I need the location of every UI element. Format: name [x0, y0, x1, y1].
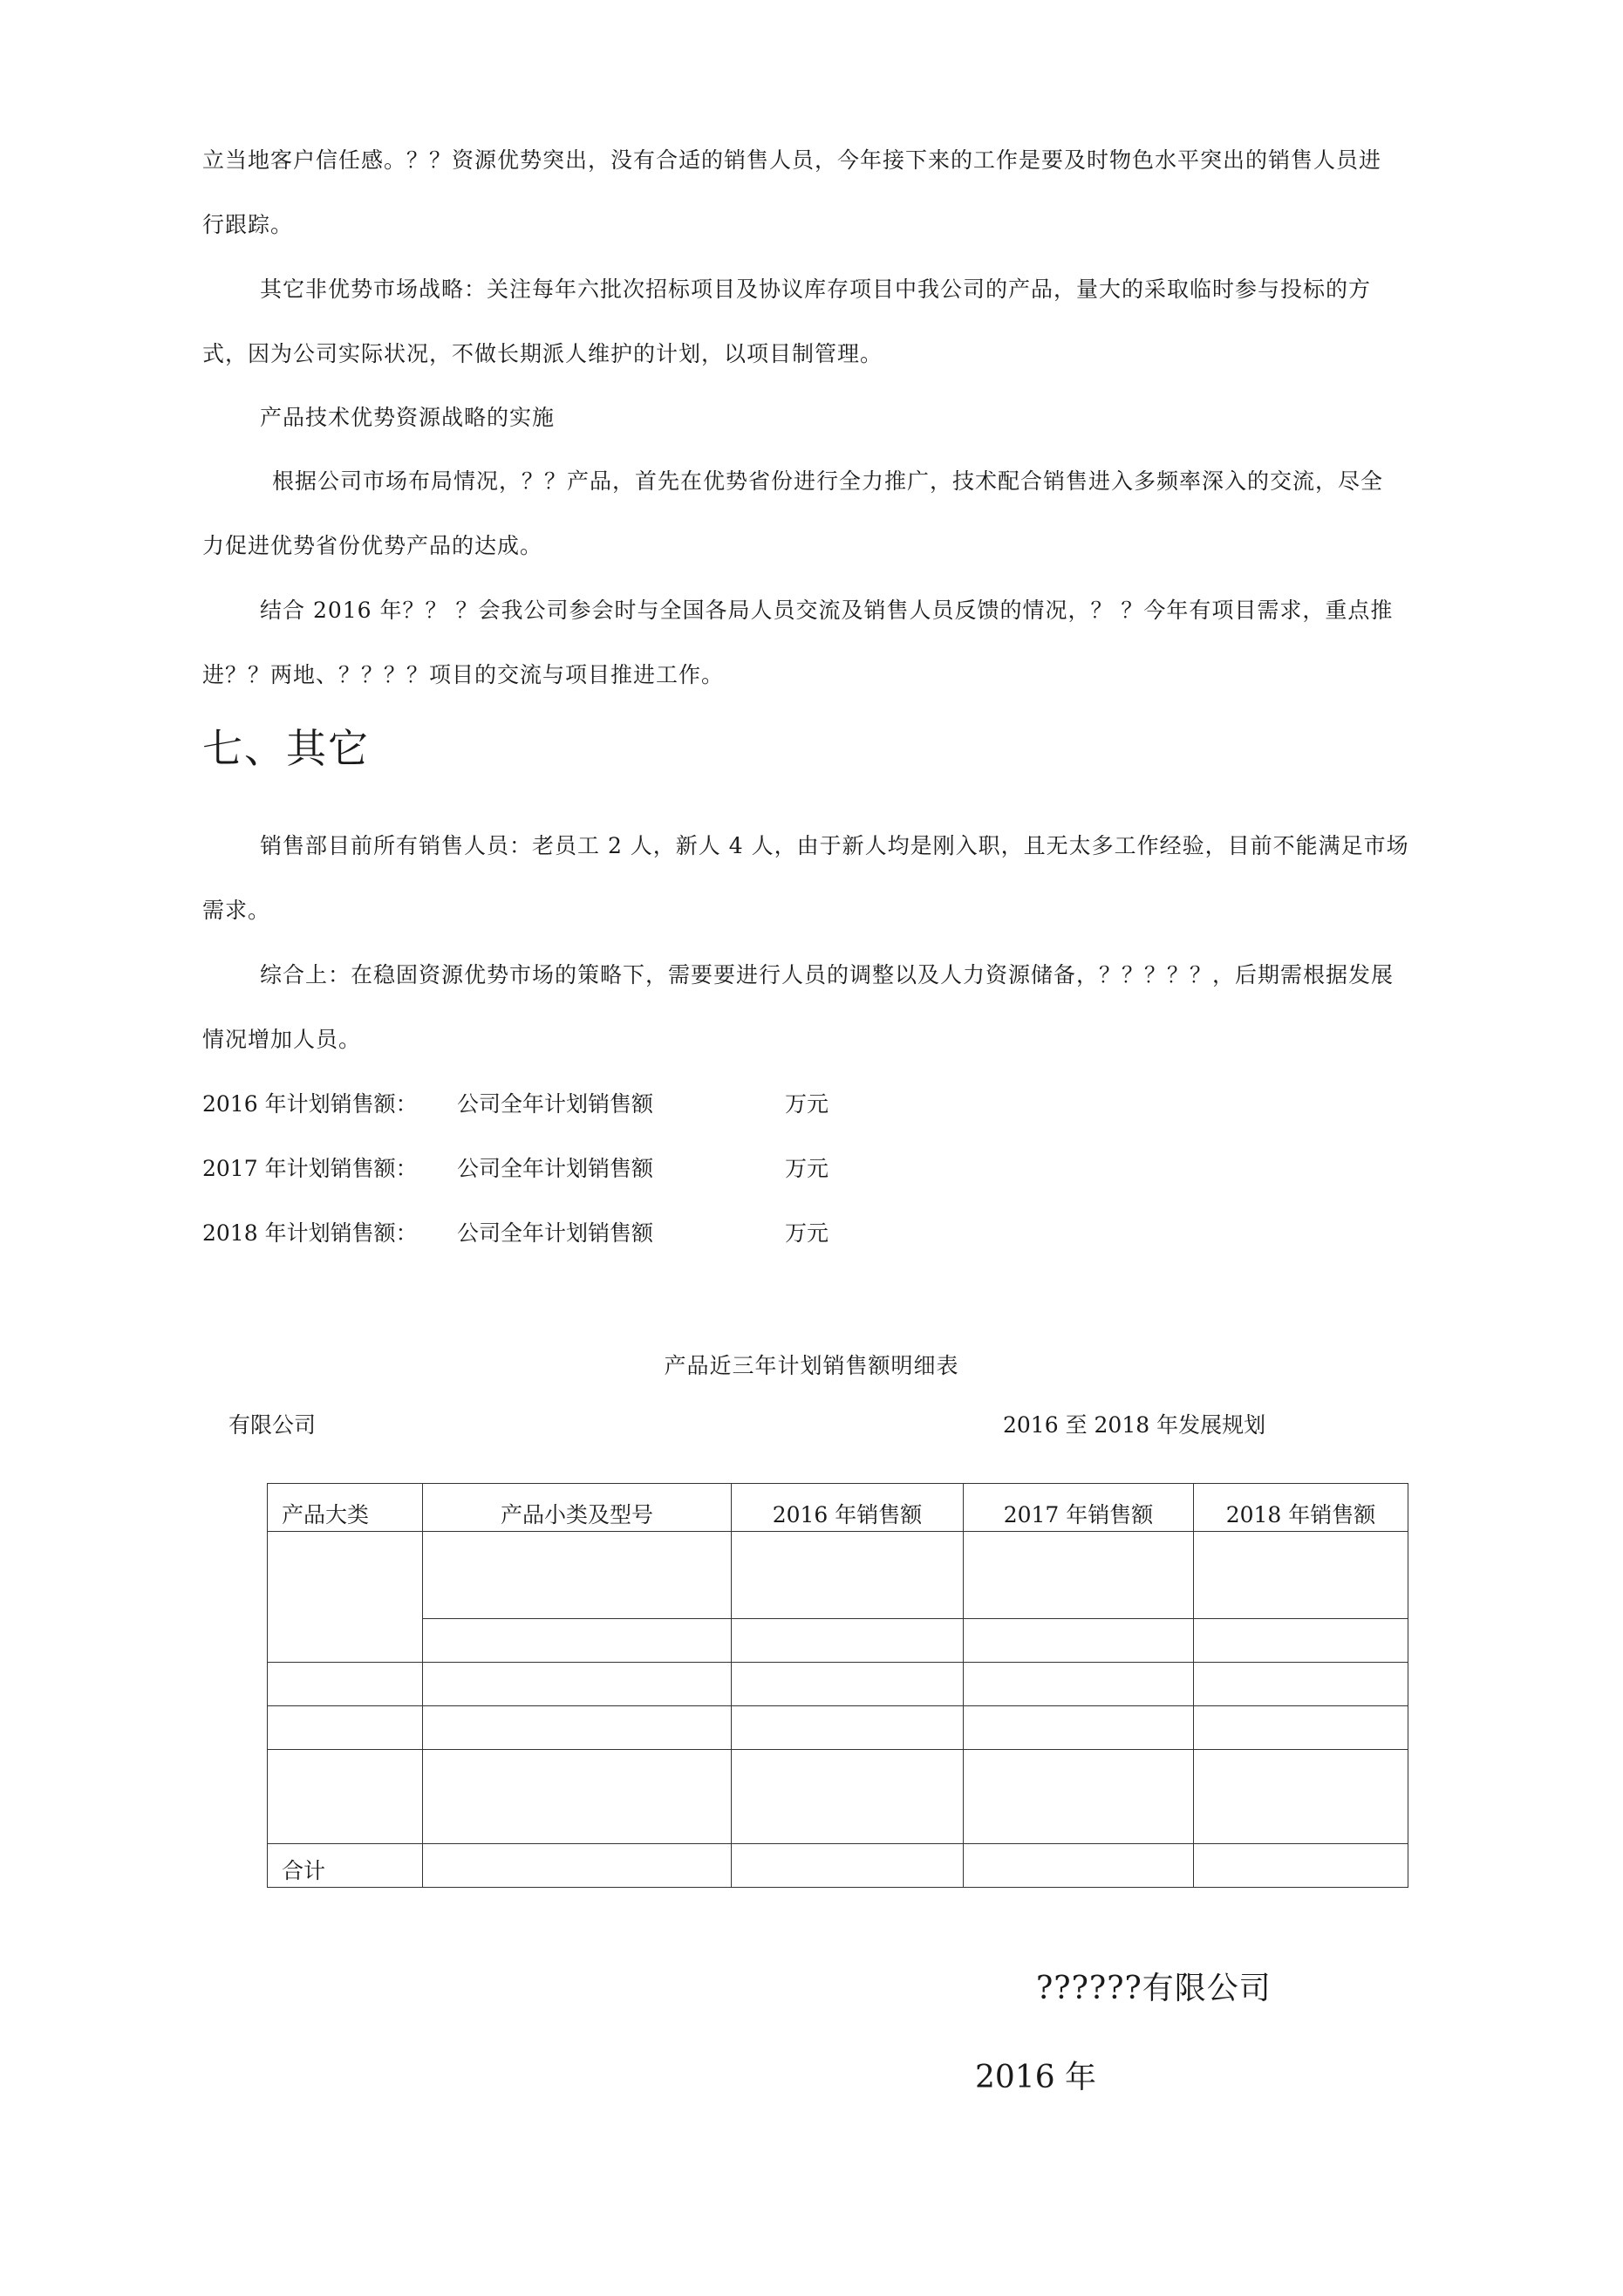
table-row: [268, 1532, 1408, 1619]
table-cell: [1194, 1750, 1408, 1844]
paragraph-line: 式，因为公司实际状况，不做长期派人维护的计划，以项目制管理。: [202, 341, 883, 366]
table-cell: [964, 1844, 1194, 1888]
plan-unit: 万元: [785, 1156, 829, 1181]
table-cell: [268, 1663, 423, 1706]
subheading: 产品技术优势资源战略的实施: [260, 405, 556, 430]
table-cell: [732, 1663, 964, 1706]
header-2018: 2018 年销售额: [1194, 1484, 1408, 1532]
paragraph-line: 需求。: [202, 898, 271, 923]
table-row: [268, 1750, 1408, 1844]
table-cell: [964, 1532, 1194, 1619]
paragraph-line: 情况增加人员。: [202, 1027, 362, 1052]
table-cell: [1194, 1706, 1408, 1750]
paragraph-line: 力促进优势省份优势产品的达成。: [202, 533, 543, 558]
paragraph-line: 行跟踪。: [202, 212, 294, 237]
plan-label: 2016 年计划销售额：: [202, 1091, 418, 1117]
table-cell: [732, 1532, 964, 1619]
plan-label: 2018 年计划销售额：: [202, 1220, 418, 1246]
plan-desc: 公司全年计划销售额: [457, 1156, 654, 1181]
table-cell: [1194, 1532, 1408, 1619]
table-total-row: [268, 1844, 1408, 1888]
paragraph-line: 综合上：在稳固资源优势市场的策略下，需要要进行人员的调整以及人力资源储备，？？？？？，后期需根据发展: [260, 962, 1395, 987]
table-cell: [423, 1750, 732, 1844]
paragraph-line: 进？？两地、？？？？项目的交流与项目推进工作。: [202, 662, 725, 687]
paragraph-line: 根据公司市场布局情况，？？产品，首先在优势省份进行全力推广，技术配合销售进入多频率深入的交流，尽全: [272, 468, 1384, 494]
header-subcategory: 产品小类及型号: [423, 1484, 732, 1532]
table-company-label: 有限公司: [228, 1412, 317, 1438]
sales-plan-table: [267, 1483, 1408, 1888]
table-row: [268, 1663, 1408, 1706]
table-cell: [964, 1750, 1194, 1844]
table-cell: [423, 1706, 732, 1750]
plan-label: 2017 年计划销售额：: [202, 1156, 418, 1181]
plan-desc: 公司全年计划销售额: [457, 1220, 654, 1246]
table-plan-range: 2016 至 2018 年发展规划: [1003, 1412, 1266, 1438]
table-cell: [268, 1750, 423, 1844]
paragraph-line: 结合 2016 年？？ ？会我公司参会时与全国各局人员交流及销售人员反馈的情况，？ ？今年有项目需求，重点推: [260, 598, 1394, 623]
table-cell: [964, 1706, 1194, 1750]
paragraph-line: 立当地客户信任感。？？资源优势突出，没有合适的销售人员，今年接下来的工作是要及时物色水平突出的销售人员进: [202, 147, 1382, 173]
table-cell: [732, 1844, 964, 1888]
table-header-row: [268, 1484, 1408, 1532]
section-heading: 七、其它: [202, 725, 370, 772]
table-cell: [268, 1532, 423, 1663]
table-cell: [732, 1619, 964, 1663]
table-cell: [964, 1619, 1194, 1663]
signature-year: 2016 年: [975, 2060, 1097, 2095]
table-cell: [423, 1663, 732, 1706]
table-cell: [423, 1619, 732, 1663]
paragraph-line: 其它非优势市场战略：关注每年六批次招标项目及协议库存项目中我公司的产品，量大的采取临时参与投标的方: [260, 277, 1372, 302]
total-label: 合计: [268, 1844, 423, 1888]
table-cell: [1194, 1663, 1408, 1706]
table-cell: [1194, 1844, 1408, 1888]
plan-unit: 万元: [785, 1091, 829, 1117]
table-row: [268, 1619, 1408, 1663]
table-title: 产品近三年计划销售额明细表: [664, 1353, 959, 1378]
header-category: 产品大类: [268, 1484, 423, 1532]
table-cell: [423, 1844, 732, 1888]
table-cell: [732, 1750, 964, 1844]
table-cell: [268, 1706, 423, 1750]
table-cell: [1194, 1619, 1408, 1663]
plan-desc: 公司全年计划销售额: [457, 1091, 654, 1117]
table-cell: [964, 1663, 1194, 1706]
header-2017: 2017 年销售额: [964, 1484, 1194, 1532]
plan-unit: 万元: [785, 1220, 829, 1246]
table-cell: [732, 1706, 964, 1750]
table-row: [268, 1706, 1408, 1750]
signature-company: ??????有限公司: [1036, 1971, 1272, 2006]
header-2016: 2016 年销售额: [732, 1484, 964, 1532]
table-cell: [423, 1532, 732, 1619]
paragraph-line: 销售部目前所有销售人员：老员工 2 人，新人 4 人，由于新人均是刚入职，且无太多工作经验，目前不能满足市场: [260, 833, 1409, 858]
